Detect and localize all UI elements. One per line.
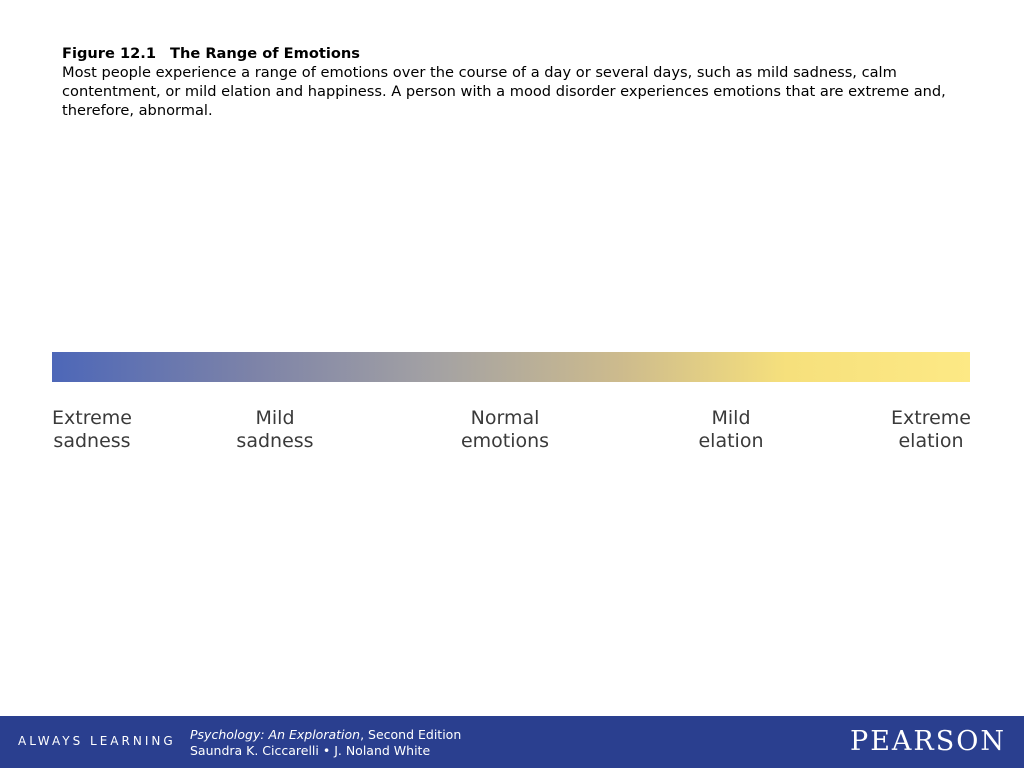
- book-authors: Saundra K. Ciccarelli • J. Noland White: [190, 743, 431, 758]
- book-info: [190, 727, 461, 759]
- figure-heading: [62, 44, 982, 63]
- pearson-logo: PEARSON: [850, 726, 1006, 757]
- book-title-line: [190, 727, 461, 743]
- label-line: emotions: [460, 430, 550, 452]
- emotion-spectrum-bar: [52, 352, 970, 382]
- figure-description: Most people experience a range of emotions over the course of a day or several days, such as mild sadness, calm contentment, or mild elation and happiness. A person with a mood disorder experiences emotions that are extreme and, therefore, abnormal.: [62, 64, 946, 119]
- label-line: Extreme: [891, 407, 971, 429]
- footer-bar: [0, 716, 1024, 768]
- footer-tagline: ALWAYS LEARNING: [18, 734, 176, 748]
- label-extreme-elation: [891, 407, 971, 453]
- label-line: elation: [698, 430, 764, 452]
- label-normal-emotions: [461, 407, 549, 453]
- label-line: sadness: [236, 430, 314, 452]
- label-line: Mild: [255, 407, 295, 429]
- figure-title: The Range of Emotions: [170, 45, 360, 62]
- label-extreme-sadness: [52, 407, 132, 453]
- label-mild-sadness: [236, 407, 313, 453]
- label-mild-elation: [698, 407, 763, 453]
- label-line: Normal: [470, 407, 540, 429]
- label-line: sadness: [53, 430, 131, 452]
- label-line: elation: [898, 430, 964, 452]
- book-edition: , Second Edition: [360, 727, 462, 742]
- book-title: Psychology: An Exploration: [190, 727, 361, 742]
- label-line: Mild: [711, 407, 751, 429]
- label-line: Extreme: [52, 407, 132, 429]
- figure-number: Figure 12.1: [62, 45, 156, 62]
- figure-caption: [62, 44, 982, 120]
